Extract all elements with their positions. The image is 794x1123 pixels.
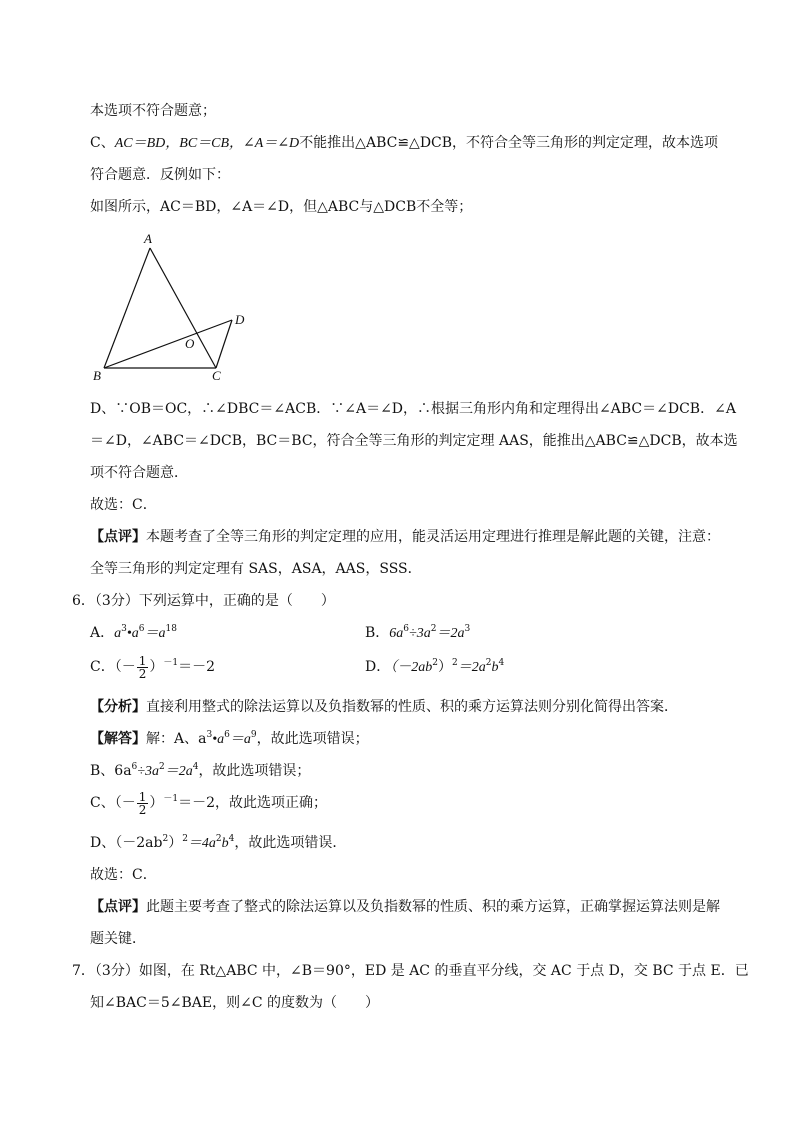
q5-option-c-conditions: AC＝BD，BC＝CB，∠A＝∠D <box>114 136 300 151</box>
math-term: ＝a <box>229 732 251 747</box>
q5-option-c-line1 <box>90 134 718 153</box>
math-term: D、（－2ab <box>90 835 163 851</box>
q5-option-d-line3: 项不符合题意． <box>90 465 188 481</box>
exponent: 4 <box>228 834 235 844</box>
q5-comment-line2: 全等三角形的判定定理有 SAS，ASA，AAS，SSS． <box>90 561 422 577</box>
analysis-text: 直接利用整式的除法运算以及负指数幂的性质、积的乘方运算法则分别化简得出答案． <box>146 699 678 715</box>
option-label: A． <box>90 625 115 641</box>
q6-solution-d <box>90 834 346 853</box>
q5-answer: 故选：C． <box>90 497 157 513</box>
segment-ab <box>104 248 150 368</box>
fraction-denominator: 2 <box>138 666 147 681</box>
comment-tag: 【点评】 <box>90 899 146 915</box>
exponent: 9 <box>250 730 257 740</box>
math-term: ＝－2 <box>178 659 216 675</box>
q6-option-c <box>90 654 215 680</box>
exponent: 18 <box>165 624 177 634</box>
q5-option-b-end: 本选项不符合题意； <box>90 103 216 119</box>
q5-option-d-line2: ＝∠D，∠ABC＝∠DCB，BC＝BC，符合全等三角形的判定定理 AAS，能推出△ABC≌△DCB，故本选 <box>90 433 738 449</box>
exponent: 3 <box>121 624 127 634</box>
exponent: 3 <box>464 624 471 634</box>
exponent: －1 <box>163 658 179 668</box>
math-term: •a <box>212 732 225 747</box>
math-term: ） <box>149 659 164 675</box>
math-term: C、（－ <box>90 795 136 811</box>
point-label-b: B <box>93 368 101 383</box>
exponent: 6 <box>131 762 138 772</box>
triangle-counterexample-figure <box>88 226 268 386</box>
math-term: ÷3a <box>409 626 431 641</box>
math-term: 解：A、a <box>146 731 207 747</box>
math-term: ＝a <box>144 626 166 641</box>
exponent: 2 <box>162 834 169 844</box>
point-label-o: O <box>185 336 195 351</box>
q5-option-d-line1: D、∵OB＝OC，∴∠DBC＝∠ACB．∵∠A＝∠D，∴根据三角形内角和定理得出∠ABC＝∠DCB．∠A <box>90 401 736 417</box>
math-term: ＝2a <box>436 626 465 641</box>
exponent: －1 <box>163 794 179 804</box>
math-term: ） <box>437 659 452 675</box>
option-label: C． <box>90 659 115 675</box>
exponent: 2 <box>215 834 222 844</box>
q5-option-c-label: C、 <box>90 135 115 151</box>
q6-stem: 6．（3分）下列运算中，正确的是（ ） <box>72 593 335 609</box>
math-term: •a <box>126 626 139 641</box>
q6-option-d <box>365 658 504 677</box>
q5-comment-line1 <box>90 528 720 546</box>
q6-answer: 故选：C． <box>90 867 157 883</box>
q5-option-c-text: 不能推出△ABC≌△DCB，不符合全等三角形的判定定理，故本选项 <box>299 135 719 151</box>
q7-stem-line1: 7．（3分）如图，在 Rt△ABC 中，∠B＝90°，ED 是 AC 的垂直平分线，交 AC 于点 D，交 BC 于点 E．已 <box>72 963 749 979</box>
math-term: ，故此选项错误； <box>198 763 311 779</box>
fraction-numerator: 1 <box>138 653 147 668</box>
exponent: 2 <box>158 762 165 772</box>
point-label-c: C <box>212 368 221 383</box>
comment-text: 本题考查了全等三角形的判定定理的应用，能灵活运用定理进行推理是解此题的关键，注意： <box>146 529 720 545</box>
math-term: ，故此选项错误． <box>234 835 347 851</box>
q6-solution-b <box>90 762 310 781</box>
solution-tag: 【解答】 <box>90 731 146 747</box>
segment-bd <box>104 320 232 368</box>
point-label-a: A <box>144 231 152 246</box>
analysis-tag: 【分析】 <box>90 699 146 715</box>
exponent: 2 <box>430 624 437 634</box>
math-term: ） <box>168 835 183 851</box>
q6-solution-a <box>90 730 369 749</box>
segment-ac <box>150 248 216 368</box>
math-term: ，故此选项错误； <box>256 731 369 747</box>
option-label: D． <box>365 659 391 675</box>
q6-comment-line2: 题关键． <box>90 931 146 947</box>
math-term: ＝2a <box>457 660 486 675</box>
math-term: a <box>114 626 122 641</box>
point-label-d: D <box>235 312 245 327</box>
math-term: ＝2a <box>164 764 193 779</box>
exponent: 6 <box>138 624 145 634</box>
exponent: 2 <box>182 834 188 844</box>
math-term: ＝4a <box>187 836 216 851</box>
exponent: 4 <box>498 658 505 668</box>
q6-option-a <box>90 624 177 643</box>
exponent: 3 <box>206 730 213 740</box>
q7-stem-line2: 知∠BAC＝5∠BAE，则∠C 的度数为（ ） <box>90 995 379 1011</box>
math-term: b <box>221 836 229 851</box>
fraction-one-half <box>137 791 149 816</box>
math-term: b <box>491 660 499 675</box>
exponent: 4 <box>192 762 199 772</box>
exponent: 2 <box>432 658 438 668</box>
q5-figure-intro: 如图所示，AC＝BD，∠A＝∠D，但△ABC与△DCB不全等； <box>90 199 473 215</box>
math-term: ÷3a <box>137 764 159 779</box>
fraction-numerator: 1 <box>138 789 147 804</box>
math-term: 6a <box>389 626 404 641</box>
segment-dc <box>216 320 232 368</box>
comment-text: 此题主要考查了整式的除法运算以及负指数幂的性质、积的乘方运算，正确掌握运算法则是解 <box>146 899 720 915</box>
q6-option-b <box>365 624 470 643</box>
exponent: 2 <box>451 658 458 668</box>
exponent: 6 <box>224 730 230 740</box>
q6-comment-line1 <box>90 898 720 916</box>
math-term: （－ <box>114 659 136 675</box>
q6-analysis <box>90 698 678 716</box>
comment-tag: 【点评】 <box>90 529 146 545</box>
math-term: B、6a <box>90 763 132 779</box>
fraction-one-half <box>137 655 149 680</box>
math-term: ） <box>149 795 164 811</box>
exponent: 2 <box>485 658 492 668</box>
q6-solution-c <box>90 790 327 816</box>
exponent: 6 <box>403 624 410 634</box>
option-label: B． <box>365 625 390 641</box>
fraction-denominator: 2 <box>138 802 147 817</box>
math-term: ＝－2，故此选项正确； <box>178 795 328 811</box>
q5-option-c-line2: 符合题意．反例如下： <box>90 167 230 183</box>
math-term: （－2ab <box>390 660 433 675</box>
